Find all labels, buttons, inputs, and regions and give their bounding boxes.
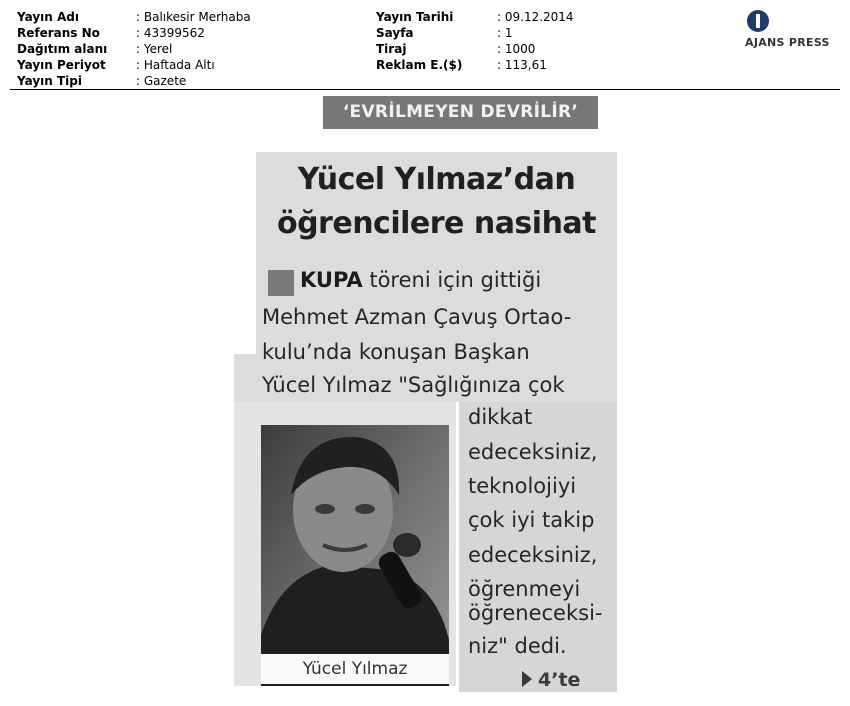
article-headline <box>256 158 617 246</box>
info-label: Yayın Adı <box>17 10 79 24</box>
info-value: : 113,61 <box>497 58 547 72</box>
info-label: Yayın Tipi <box>17 74 82 88</box>
info-value: : Balıkesir Merhaba <box>136 10 251 24</box>
continued-text: 4’te <box>538 669 581 691</box>
info-value: : 09.12.2014 <box>497 10 574 24</box>
lead-text: töreni için gittiği <box>362 268 542 292</box>
info-label: Yayın Periyot <box>17 58 106 72</box>
info-label: Referans No <box>17 26 100 40</box>
ajans-press-logo <box>745 10 840 50</box>
info-value: : Haftada Altı <box>136 58 215 72</box>
triangle-arrow-icon <box>522 671 532 687</box>
info-value: : 1000 <box>497 42 536 56</box>
column-line: edeceksiniz, <box>468 543 598 567</box>
body-line-2: Mehmet Azman Çavuş Ortao- <box>262 305 572 329</box>
info-row-page <box>376 25 574 41</box>
lead-square-bullet <box>268 270 294 296</box>
continued-on-page <box>522 669 580 691</box>
headline-line-1: Yücel Yılmaz’dan <box>297 162 576 197</box>
info-value: : Yerel <box>136 42 173 56</box>
info-row-type <box>17 73 251 89</box>
body-line-3: kulu’nda konuşan Başkan <box>262 340 530 364</box>
info-row-ad-value <box>376 57 574 73</box>
info-row-publication-name <box>17 9 251 25</box>
lead-keyword: KUPA <box>300 268 363 292</box>
info-row-distribution <box>17 41 251 57</box>
info-label: Sayfa <box>376 26 414 40</box>
info-value: : 43399562 <box>136 26 205 40</box>
publication-info-right <box>376 9 574 73</box>
column-line: çok iyi takip <box>468 508 595 532</box>
info-label: Reklam E.($) <box>376 58 463 72</box>
info-label: Tiraj <box>376 42 407 56</box>
info-value: : 1 <box>497 26 513 40</box>
photo-caption: Yücel Yılmaz <box>261 654 449 684</box>
info-row-period <box>17 57 251 73</box>
column-line: öğrenmeyi <box>468 577 581 601</box>
portrait-illustration <box>261 425 449 686</box>
info-label: Dağıtım alanı <box>17 42 108 56</box>
info-label: Yayın Tarihi <box>376 10 454 24</box>
publication-info-left <box>17 9 251 89</box>
column-line: öğreneceksi- <box>468 601 603 625</box>
header-divider <box>10 89 840 90</box>
body-line-4: Yücel Yılmaz "Sağlığınıza çok <box>262 373 565 397</box>
lead-line <box>300 268 541 292</box>
info-row-circulation <box>376 41 574 57</box>
logo-mark-icon <box>747 10 769 32</box>
portrait-photo <box>261 425 449 686</box>
column-line: niz" dedi. <box>468 634 567 658</box>
column-line: edeceksiniz, <box>468 440 598 464</box>
logo-text: AJANS PRESS <box>745 36 830 49</box>
info-value: : Gazete <box>136 74 187 88</box>
column-line: dikkat <box>468 405 533 429</box>
article-kicker: ‘EVRİLMEYEN DEVRİLİR’ <box>323 96 598 129</box>
headline-line-2: öğrencilere nasihat <box>276 206 597 241</box>
info-row-date <box>376 9 574 25</box>
info-row-reference-no <box>17 25 251 41</box>
column-line: teknolojiyi <box>468 474 577 498</box>
